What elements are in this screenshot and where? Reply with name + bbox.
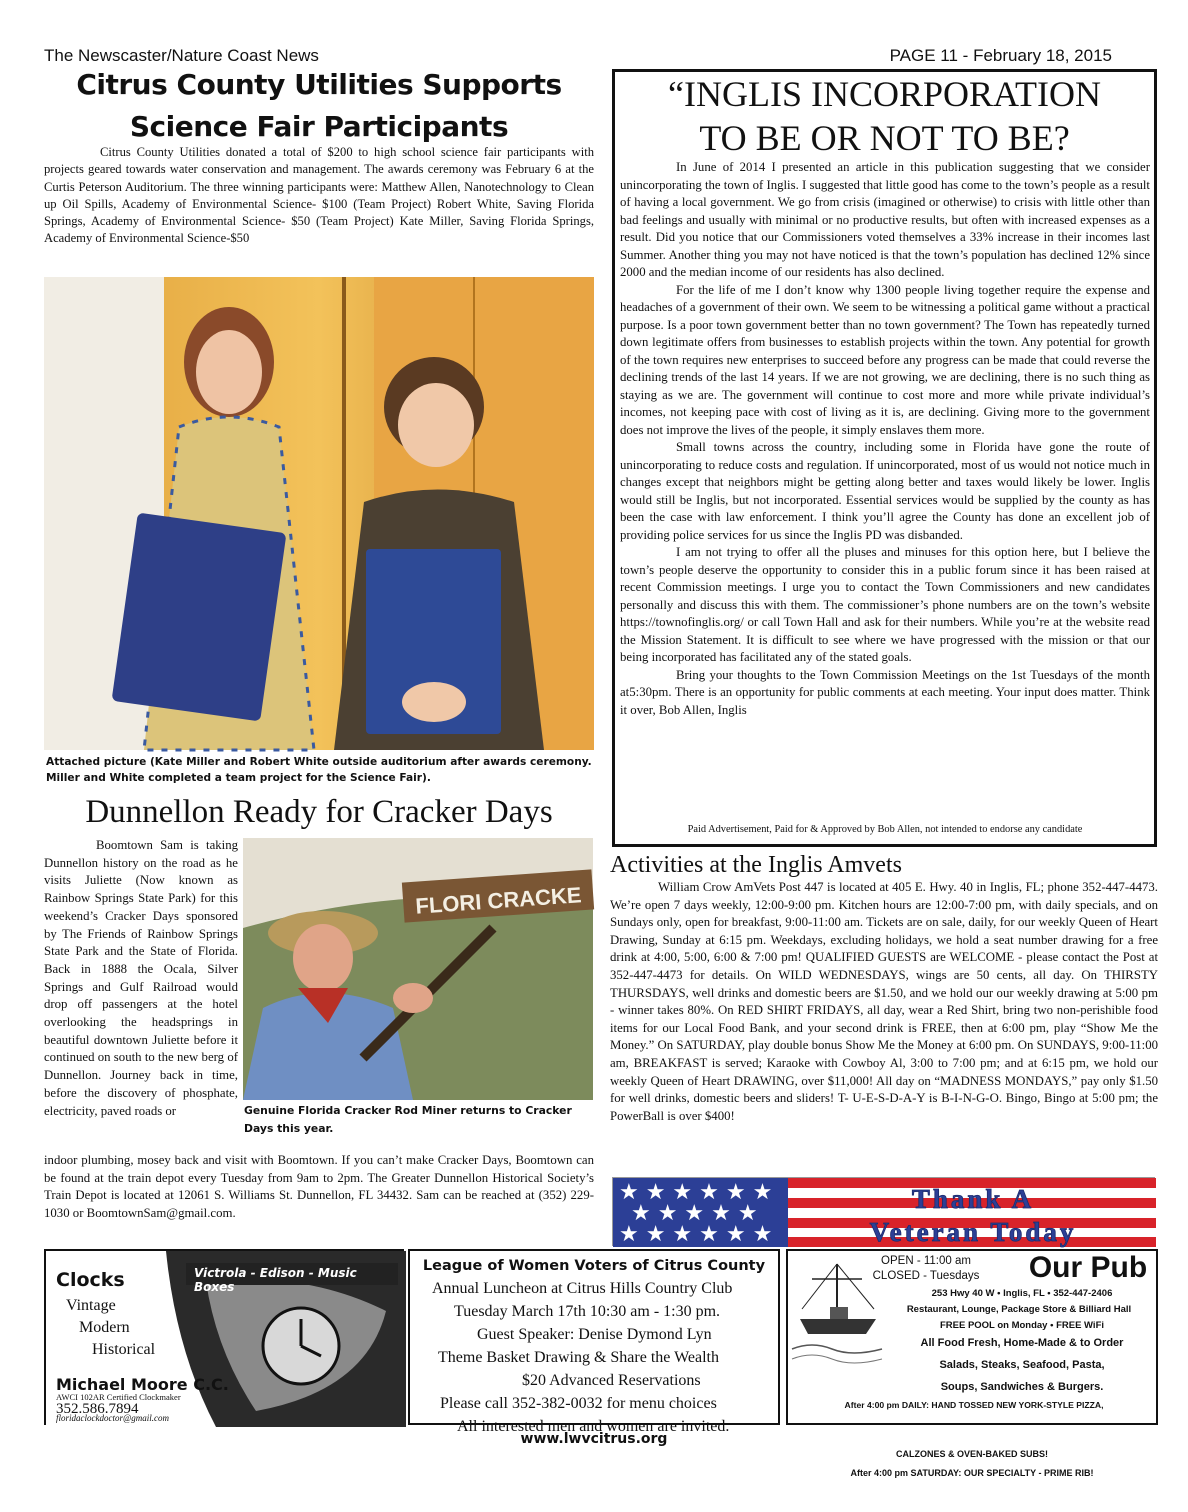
clocks-line-vintage: Vintage — [66, 1297, 116, 1314]
pub-address: 253 Hwy 40 W • Inglis, FL • 352-447-2406 — [931, 1288, 1113, 1299]
science-fair-photo-illustration — [44, 277, 594, 750]
clocks-email: floridaclockdoctor@gmail.com — [56, 1413, 170, 1423]
league-ad-line — [410, 1393, 778, 1415]
inglis-disclaimer: Paid Advertisement, Paid for & Approved by Bob Allen, not intended to endorse any candidate — [687, 824, 1083, 835]
cracker-days-photo-illustration — [243, 838, 593, 1100]
pub-food-menu: Salads, Steaks, Seafood, Pasta, — [939, 1359, 1105, 1371]
inglis-paragraph: In June of 2014 I presented an article in this publication suggesting that we consider unincorporating the town of Inglis. I suggested that little good has come to the town’s people as a result of having a local government. We go from crisis (imagined or otherwise) to crisis with little other than bad feelings and usually with minimal or no productive results, but often with increased expenses as a result. Did you notice that our Commissioners voted themselves a 33% increase in their incomes last Summer. Another thing you may not have noticed is that the town’s population has declined 12% since 2000 and the median income of our residents has also declined. — [620, 160, 1150, 279]
league-women-voters-ad — [408, 1249, 780, 1435]
pub-saturday-special: After 4:00 pm SATURDAY: OUR SPECIALTY - PRIME RIB! — [850, 1468, 1094, 1478]
dunnellon-headline: Dunnellon Ready for Cracker Days — [85, 794, 553, 830]
pub-open-hours: OPEN - 11:00 am — [881, 1255, 971, 1267]
dunnellon-article-column: Boomtown Sam is taking Dunnellon history on the road as he visits Juliette (Now known as Rainbow Springs State Park) for this weekend’s Cracker Days sponsored by The Friends of Rainbow Springs State Park and the State of Florida. Back in 1888 the Ocala, Silver Springs and Gulf Railroad would drop off passengers at the hotel overlooking the headsprings in beautiful downtown Juliette before it continued on south to the new berg of Dunnellon. Journey back in time, before the discovery of phosphate, electricity, paved roads or — [44, 838, 238, 1118]
science-fair-photo-caption: Attached picture (Kate Miller and Robert White outside auditorium after awards ceremony. Miller and White completed a team project for the Science Fair). — [46, 756, 592, 784]
amvets-article-body: William Crow AmVets Post 447 is located at 405 E. Hwy. 40 in Inglis, FL; phone 352-447-4473. We’re open 7 days weekly, 12:00-9:00 pm. Kitchen hours are 12:00-7:00 pm, with daily specials, and on Sundays only, open for breakfast, 9:00-11:00 am. Tickets are on sale, daily, for our weekly Queen of Heart Drawing, Sunday at 6:15 pm. Weekdays, excluding holidays, we hold a seat number drawing for a free drink at 4:00, 5:00, 6:00 & 7:00 pm! QUALIFIED GUESTS are WELCOME - please contact the Post at 352-447-4473 for details. On WILD WEDNESDAYS, wings are 50 cents, all day. On THIRSTY THURSDAYS, well drinks and domestic beers are $1.50, and we hold our our weekly drawing at 5:00 pm - winner takes 80%. On RED SHIRT FRIDAYS, all day, wear a Red Shirt, bring two non-perishible food items for our Local Food Bank, and your second drink is FREE, then at 6:00 pm, play “Show Me the Money.” On SATURDAY, play double bonus Show Me the Money at 6:00 pm. On SUNDAYS, 9:00-11:00 am, BREAKFAST is served; Karaoke with Cowboy Al, 3:00 to 7:00 pm; and at 6:15 pm, we hold our weekly Queen of Heart DRAWING, over $11,000! All day on “MADNESS MONDAYS,” pay only $1.50 for well drinks, domestic beers and sliders! T- U-E-S-D-A-Y is B-I-N-G-O. Bingo, Bingo at 5:00 pm; the PowerBall is over $400! — [610, 880, 1158, 1123]
inglis-headline-line1: “INGLIS INCORPORATION — [668, 74, 1101, 114]
pub-free-pool-wifi: FREE POOL on Monday • FREE WiFi — [939, 1320, 1105, 1331]
clocks-ad — [44, 1249, 404, 1425]
dunnellon-article-continued: indoor plumbing, mosey back and visit with Boomtown. If you can’t make Cracker Days, Boomtown can be found at the train depot every Tuesday from 9am to 2pm. The Greater Dunnellon Historical Society’s Train Depot is located at 12061 S. Williams St. Dunnellon, FL 34432. Sam can be reached at (352) 229-1030 or BoomtownSam@gmail.com. — [44, 1153, 594, 1221]
pub-daily-special-2: CALZONES & OVEN-BAKED SUBS! — [895, 1449, 1048, 1459]
clocks-banner-text: Victrola - Edison - Music Boxes — [194, 1266, 357, 1294]
inglis-article-body — [620, 159, 1150, 719]
clocks-heading: Clocks — [56, 1269, 125, 1291]
publication-name: The Newscaster/Nature Coast News — [44, 46, 319, 65]
amvets-headline: Activities at the Inglis Amvets — [610, 852, 902, 878]
pub-name: Our Pub — [1028, 1251, 1148, 1284]
banner-line1: Thank A — [911, 1184, 1035, 1214]
pub-description: Restaurant, Lounge, Package Store & Billiard Hall — [906, 1304, 1132, 1315]
page-number-date: PAGE 11 - February 18, 2015 — [889, 46, 1112, 65]
league-ad-line-text: All interested men and women are invited. — [457, 1418, 730, 1435]
league-ad-line — [410, 1370, 778, 1392]
svg-text:★ ★ ★ ★ ★: ★ ★ ★ ★ ★ — [631, 1201, 758, 1226]
cracker-days-photo-caption: Genuine Florida Cracker Rod Miner returns to Cracker Days this year. — [244, 1104, 572, 1135]
thank-a-veteran-banner — [612, 1177, 1155, 1246]
league-ad-line-text: Theme Basket Drawing & Share the Wealth — [438, 1349, 719, 1366]
clocks-line-historical: Historical — [92, 1341, 156, 1358]
pub-daily-special: After 4:00 pm DAILY: HAND TOSSED NEW YORK-STYLE PIZZA, — [844, 1400, 1104, 1410]
league-ad-line-text: Annual Luncheon at Citrus Hills Country Club — [432, 1280, 733, 1297]
league-ad-url[interactable]: www.lwvcitrus.org — [520, 1431, 668, 1447]
citrus-headline-line1: Citrus County Utilities Supports — [76, 68, 562, 101]
cracker-sign-text: FLORI CRACKE — [414, 882, 583, 919]
league-ad-line-text: $20 Advanced Reservations — [522, 1372, 701, 1389]
citrus-headline-line2: Science Fair Participants — [129, 110, 509, 143]
citrus-article-body: Citrus County Utilities donated a total of $200 to high school science fair participants with projects geared towards water conservation and management. The awards ceremony was February 6 at the Curtis Peterson Auditorium. The three winning participants were: Matthew Allen, Nanotechnology to Clean up Oil Spills, Academy of Environmental Science- $100 (Team Project) Robert White, Saving Florida Springs, Academy of Environmental Science- $50 (Team Project) Kate Miller, Saving Florida Springs, Academy of Environmental Science-$50 — [44, 145, 594, 246]
inglis-paragraph: For the life of me I don’t know why 1300 people living together require the expense and headaches of a government of their own. We seem to be witnessing a political game without a practical purpose. Is a poor town government better than no town government? The Town has repeatedly turned down legitimate offers from businesses to establish projects within the town. Any potential for growth of the town requires new enterprises to succeed before any progress can be made that could reverse the declining trends of the last 14 years. If we are not growing, we are declining, there is no such thing as staying as we are. The government will continue to cost more and more while private individual’s incomes, not keeping pace with cost of living as it is, are declining. Giving more to the government does not improve the lives of the people, it simply enslaves them more. — [620, 282, 1150, 437]
science-fair-photo — [44, 277, 594, 750]
pub-food-fresh: All Food Fresh, Home-Made & to Order — [920, 1337, 1124, 1349]
pub-closed-day: CLOSED - Tuesdays — [872, 1270, 980, 1282]
league-ad-line — [410, 1347, 778, 1369]
svg-text:★ ★ ★ ★ ★ ★: ★ ★ ★ ★ ★ ★ — [619, 1180, 773, 1205]
inglis-paragraph: I am not trying to offer all the pluses and minuses for this option here, but I believe the town’s people deserve the opportunity to consider this in a public forum since it has been raised at recent Commission meetings. I urge you to contact the Town Commissioners and new candidates personally and discuss this with them. The commissioner’s phone numbers are on the town’s website https://townofinglis.org/ or call Town Hall and ask for their numbers. While you’re at the website read the Mission Statement. It is difficult to see where we have progressed with the mission or that our being incorporated has facilitated any of the stated goals. — [620, 545, 1150, 664]
inglis-headline-line2: TO BE OR NOT TO BE? — [699, 118, 1070, 158]
pub-food-menu-2: Soups, Sandwiches & Burgers. — [940, 1381, 1104, 1393]
svg-text:★ ★ ★ ★ ★ ★: ★ ★ ★ ★ ★ ★ — [619, 1222, 773, 1247]
flag-illustration — [613, 1178, 1156, 1247]
league-ad-line-text: Guest Speaker: Denise Dymond Lyn — [477, 1326, 712, 1343]
league-ad-line — [402, 1278, 770, 1300]
flag-stars-icon — [619, 1180, 772, 1247]
inglis-paragraph: Bring your thoughts to the Town Commission Meetings on the 1st Tuesdays of the month at5:30pm. There is an opportunity for public comments at each meeting. Your input does matter. Think it over, Bob Allen, Inglis — [620, 667, 1150, 717]
league-ad-line — [410, 1301, 778, 1323]
league-ad-line — [410, 1324, 778, 1346]
cracker-days-photo — [243, 838, 593, 1100]
league-ad-title: League of Women Voters of Citrus County — [422, 1258, 766, 1274]
citrus-headline — [44, 64, 594, 148]
league-ad-line-text: Please call 352-382-0032 for menu choices — [440, 1395, 717, 1412]
banner-line2: Veteran Today — [869, 1217, 1077, 1247]
league-ad-line-text: Tuesday March 17th 10:30 am - 1:30 pm. — [454, 1303, 721, 1320]
clocks-owner-name: Michael Moore C.C. — [56, 1375, 229, 1394]
our-pub-ad — [786, 1249, 1158, 1425]
clocks-certification: AWCI 102AR Certified Clockmaker — [56, 1392, 181, 1402]
inglis-paragraph: Small towns across the country, including some in Florida have gone the route of unincorporating to reduce costs and regulation. If unincorporated, most of us would not notice much in changes except that neighbors might be getting along better and taxes would likely be lower. Inglis would still be Inglis, but not incorporated. Essential services would be supplied by the county as has been the case with law enforcement. I think you’ll agree the County has done an excellent job of providing police services for us since the Inglis PD was disbanded. — [620, 440, 1150, 542]
clocks-line-modern: Modern — [79, 1319, 130, 1336]
inglis-headline — [612, 72, 1157, 160]
clocks-phone: 352.586.7894 — [56, 1401, 139, 1417]
